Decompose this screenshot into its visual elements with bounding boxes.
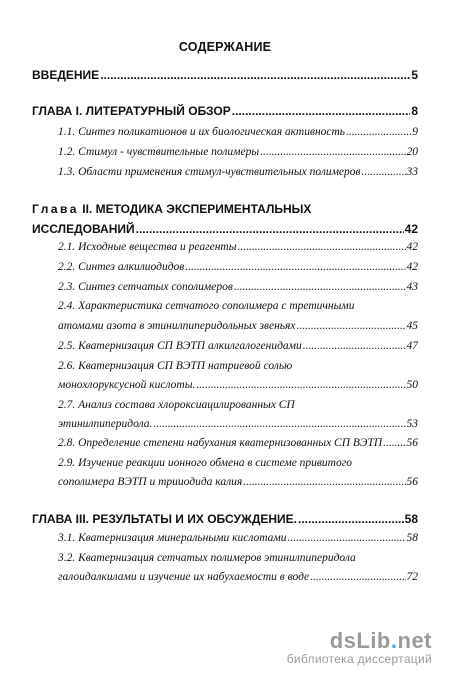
toc-leader-dots [288, 532, 406, 544]
toc-entry-1-3[interactable] [32, 166, 418, 183]
toc-page-number: 42 [406, 261, 418, 273]
toc-page-number: 42 [404, 222, 418, 236]
toc-leader-dots [234, 281, 406, 293]
toc-entry-2-1[interactable] [32, 241, 418, 258]
toc-entry-2-5[interactable] [32, 340, 418, 357]
toc-entry-3-2[interactable] [32, 571, 418, 588]
toc-leader-dots [232, 104, 411, 118]
toc-entry-label: 2.5. Кватернизация СП ВЭТП алкилгалогенидами [58, 340, 302, 352]
toc-page-number: 20 [406, 146, 418, 158]
toc-leader-dots [298, 512, 404, 526]
toc-leader-dots [238, 241, 406, 253]
toc-entry-2-6[interactable] [32, 379, 418, 396]
toc-entry-label-prefix: Глава [32, 202, 79, 216]
toc-leader-dots [303, 340, 406, 352]
toc-entry-chapter-2[interactable] [32, 222, 418, 239]
toc-page-number: 8 [411, 104, 418, 118]
toc-entry-label: II. МЕТОДИКА ЭКСПЕРИМЕНТАЛЬНЫХ [78, 202, 312, 216]
toc-entry-2-4-line1[interactable]: 2.4. Характеристика сетчатого сополимера с третичными [58, 300, 355, 312]
toc-leader-dots [243, 476, 405, 488]
toc-leader-dots [346, 126, 411, 138]
toc-leader-dots [383, 437, 405, 449]
toc-entry-label: ВВЕДЕНИЕ [32, 68, 100, 82]
toc-entry-3-1[interactable] [32, 532, 418, 549]
toc-entry-label: 2.8. Определение степени набухания кватернизованных СП ВЭТП [58, 437, 383, 449]
toc-page-number: 43 [406, 281, 418, 293]
toc-page-number: 53 [406, 418, 418, 430]
toc-entry-2-4[interactable] [32, 320, 418, 337]
toc-entry-label: сополимера ВЭТП и трииодида калия [58, 476, 243, 488]
toc-page-number: 33 [406, 166, 418, 178]
toc-leader-dots [136, 222, 404, 236]
toc-page-number: 50 [406, 379, 418, 391]
toc-leader-dots [185, 261, 405, 273]
toc-entry-2-9-line1[interactable]: 2.9. Изучение реакции ионного обмена в системе привитого [58, 457, 352, 469]
toc-page-number: 42 [406, 241, 418, 253]
toc-page-number: 56 [406, 476, 418, 488]
toc-entry-2-7-line1[interactable]: 2.7. Анализ состава хлороксиацилированных СП [58, 399, 295, 411]
watermark [287, 628, 432, 666]
toc-entry-2-9[interactable] [32, 476, 418, 493]
toc-leader-dots [260, 146, 405, 158]
toc-page-number: 45 [406, 320, 418, 332]
toc-leader-dots [310, 571, 405, 583]
toc-entry-label: этинилпиперидола. [58, 418, 153, 430]
toc-entry-label: 1.1. Синтез поликатионов и их биологическая активность [58, 126, 346, 138]
toc-entry-2-8[interactable] [32, 437, 418, 454]
toc-entry-1-1[interactable] [32, 126, 418, 143]
toc-entry-label: 1.3. Области применения стимул-чувствительных полимеров [58, 166, 361, 178]
toc-entry-2-6-line1[interactable]: 2.6. Кватернизация СП ВЭТП натриевой солью [58, 360, 293, 372]
toc-page-number: 56 [406, 437, 418, 449]
toc-entry-label: 2.3. Синтез сетчатых сополимеров [58, 281, 233, 293]
toc-page-number: 72 [406, 571, 418, 583]
toc-entry-label: 2.2. Синтез алкилиодидов [58, 261, 185, 273]
toc-entry-label: атомами азота в этинилпиперидольных звеньях [58, 320, 296, 332]
toc-entry-chapter-2-line1[interactable] [32, 202, 418, 216]
toc-entry-label: ГЛАВА III. РЕЗУЛЬТАТЫ И ИХ ОБСУЖДЕНИЕ. [32, 512, 298, 526]
toc-leader-dots [100, 68, 410, 82]
toc-leader-dots [153, 418, 405, 430]
toc-leader-dots [196, 379, 405, 391]
toc-page-number: 5 [411, 68, 418, 82]
toc-entry-label: монохлоруксусной кислоты. [58, 379, 196, 391]
toc-page-number: 58 [406, 532, 418, 544]
toc-entry-label: галоидалкилами и изучение их набухаемости в воде [58, 571, 310, 583]
watermark-logo: dsLib.net [329, 628, 432, 653]
toc-entry-intro[interactable] [32, 68, 418, 85]
toc-entry-chapter-3[interactable] [32, 512, 418, 529]
toc-entry-chapter-1[interactable] [32, 104, 418, 121]
toc-entry-3-2-line1[interactable]: 3.2. Кватернизация сетчатых полимеров этинилпиперидола [58, 552, 356, 564]
toc-entry-1-2[interactable] [32, 146, 418, 163]
toc-leader-dots [362, 166, 406, 178]
toc-entry-label: 1.2. Стимул - чувствительные полимеры [58, 146, 260, 158]
toc-page-number: 58 [404, 512, 418, 526]
toc-leader-dots [296, 320, 405, 332]
toc-entry-label: ИССЛЕДОВАНИЙ [32, 222, 135, 236]
watermark-tagline: библиотека диссертаций [286, 652, 432, 666]
toc-entry-2-3[interactable] [32, 281, 418, 298]
page-title: СОДЕРЖАНИЕ [178, 40, 272, 54]
toc-page-number: 9 [412, 126, 418, 138]
toc-entry-2-7[interactable] [32, 418, 418, 435]
toc-page-number: 47 [406, 340, 418, 352]
toc-entry-2-2[interactable] [32, 261, 418, 278]
toc-entry-label: ГЛАВА I. ЛИТЕРАТУРНЫЙ ОБЗОР [32, 104, 231, 118]
toc-entry-label: 3.1. Кватернизация минеральными кислотами [58, 532, 287, 544]
toc-entry-label: 2.1. Исходные вещества и реагенты [58, 241, 237, 253]
